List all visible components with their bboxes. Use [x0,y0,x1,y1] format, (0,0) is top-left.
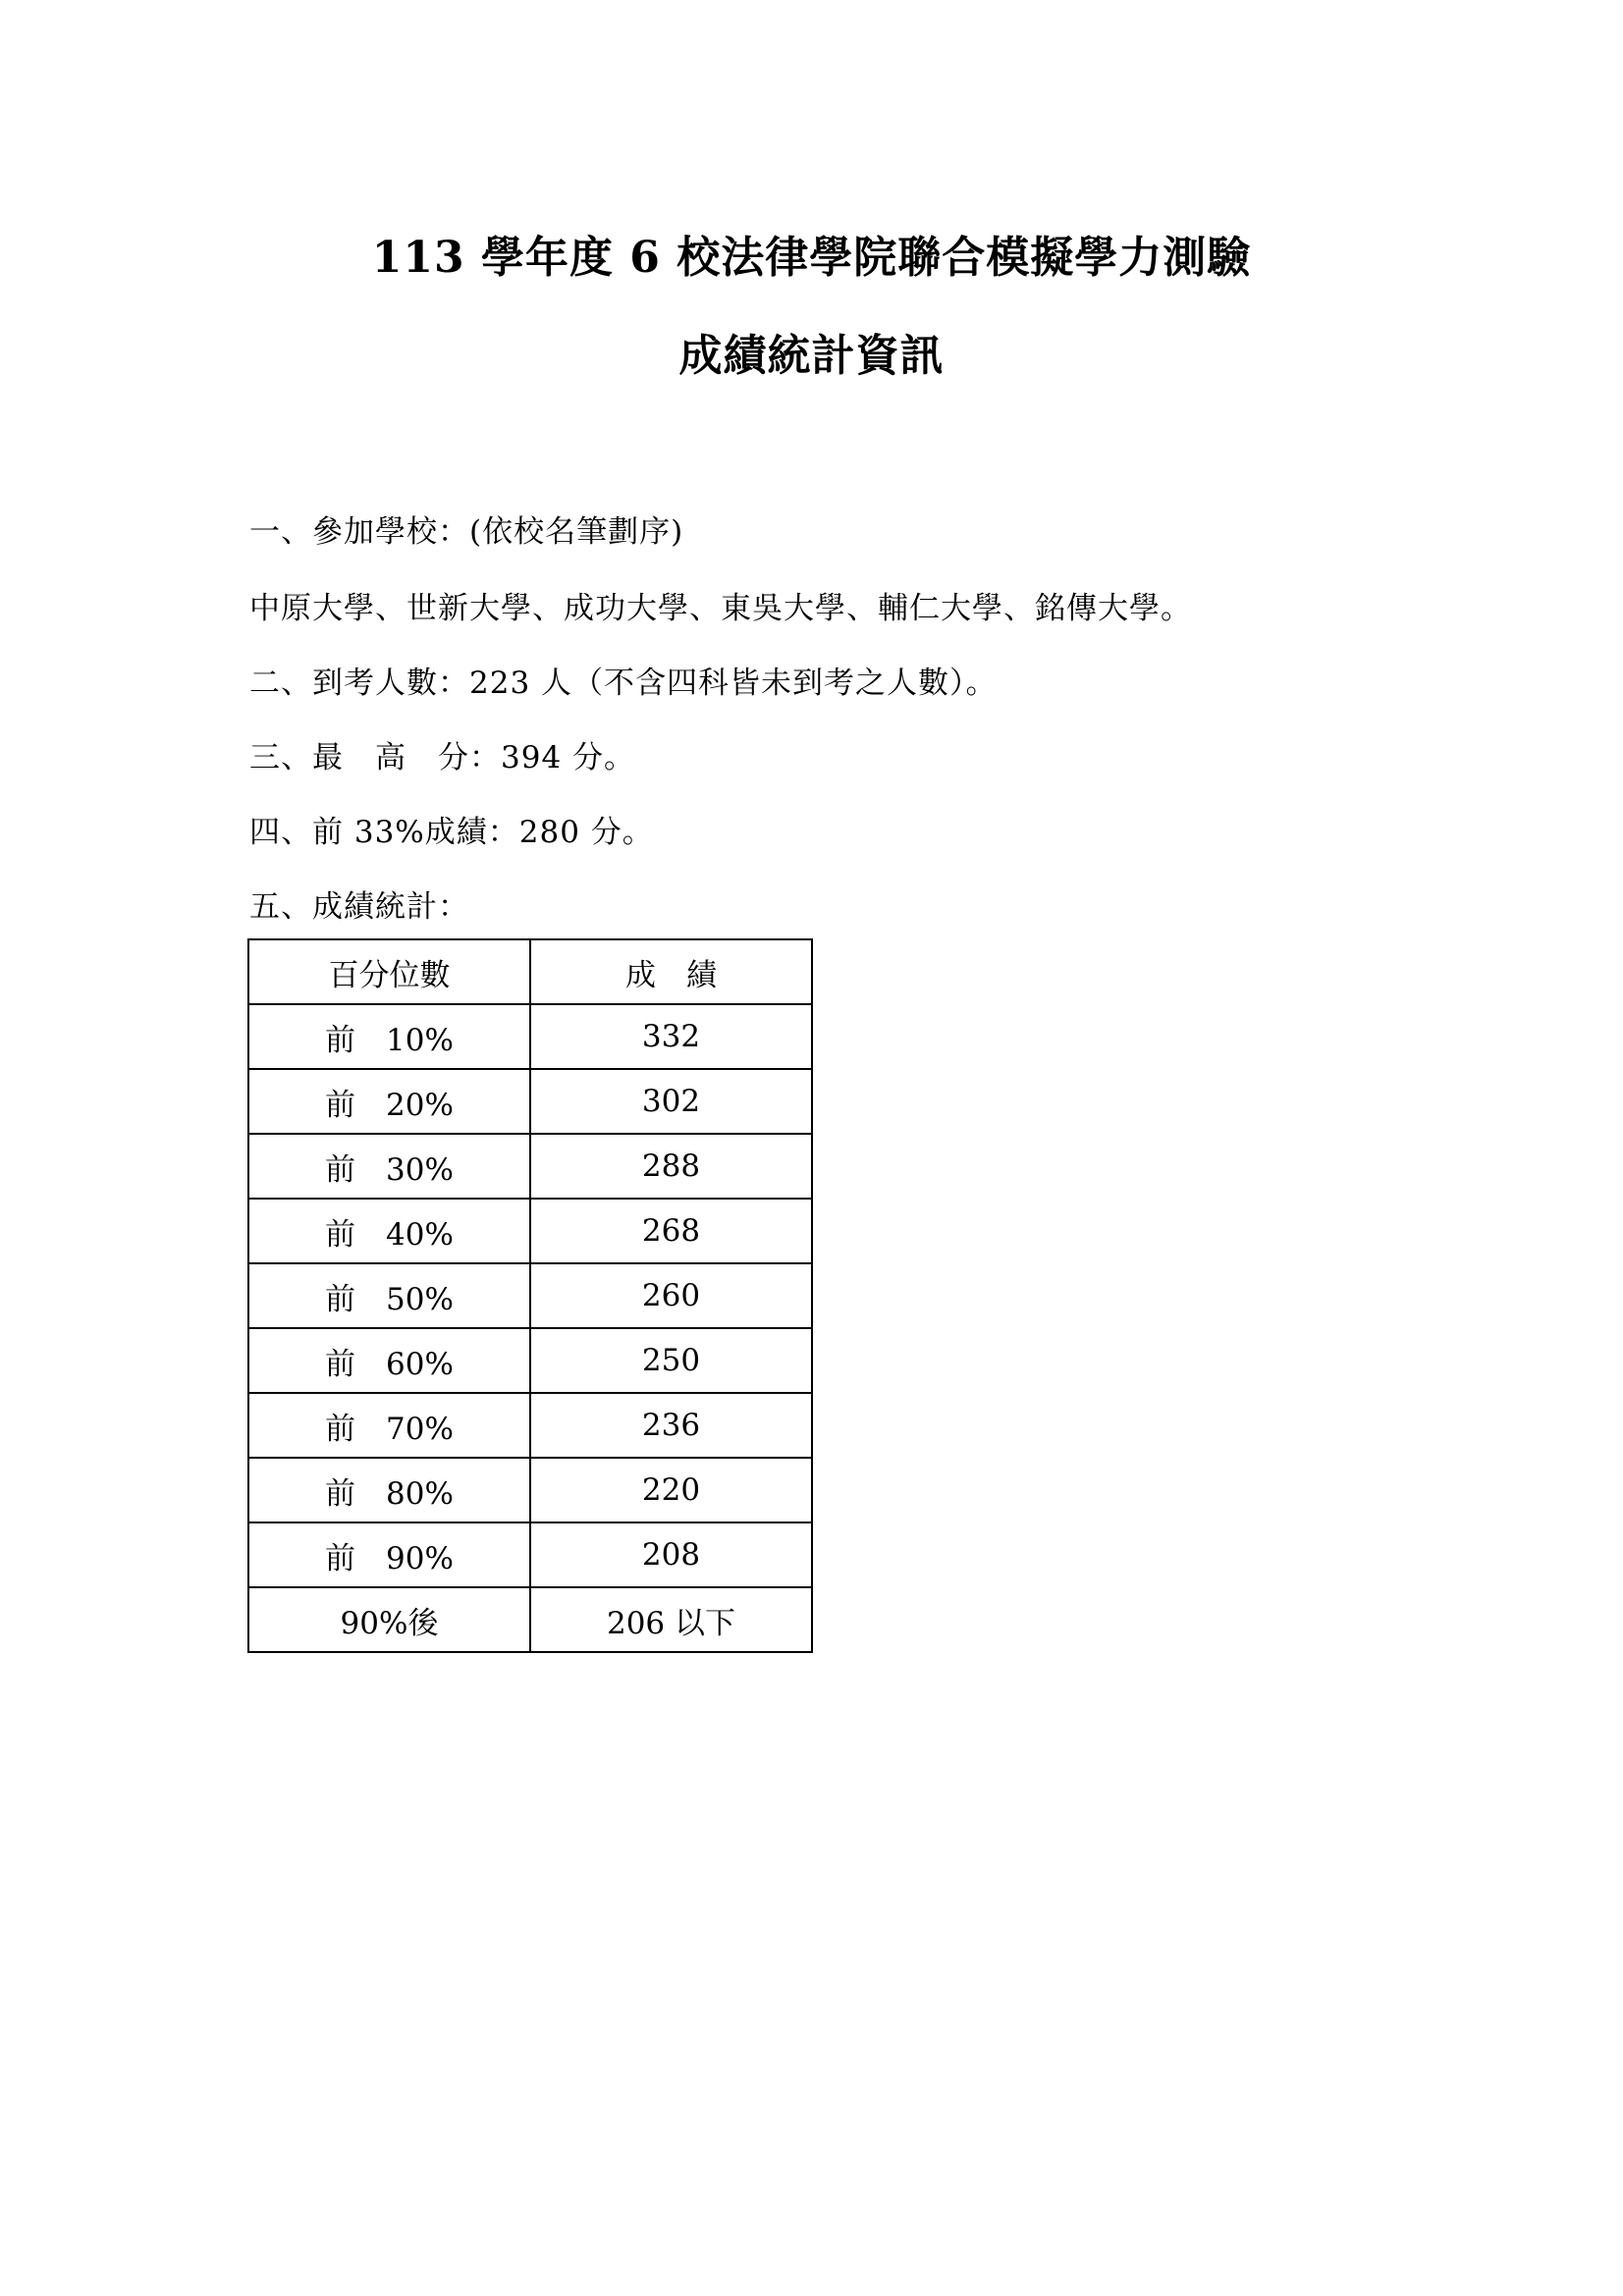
score-stats-table [247,938,813,1653]
table-row [248,1069,812,1134]
score-cell: 288 [530,1134,812,1199]
table-row [248,1522,812,1587]
score-cell: 220 [530,1458,812,1522]
attendance-line: 二、到考人數：223 人（不含四科皆未到考之人數）。 [249,666,998,701]
document-subtitle: 成績統計資訊 [678,331,945,381]
percentile-cell: 前 10% [248,1004,530,1069]
score-cell: 250 [530,1328,812,1393]
table-row [248,1393,812,1458]
table-row [248,1263,812,1328]
header-percentile: 百分位數 [248,939,530,1004]
participants-list: 中原大學、世新大學、成功大學、東吳大學、輔仁大學、銘傳大學。 [249,591,1192,626]
percentile-cell: 90%後 [248,1587,530,1652]
percentile-cell: 前 50% [248,1263,530,1328]
score-cell: 302 [530,1069,812,1134]
score-cell: 332 [530,1004,812,1069]
percentile-cell: 前 40% [248,1199,530,1263]
table-row [248,1004,812,1069]
score-cell: 268 [530,1199,812,1263]
top33-score-line: 四、前 33%成績：280 分。 [249,815,654,850]
percentile-cell: 前 80% [248,1458,530,1522]
table-row [248,1134,812,1199]
table-row [248,1587,812,1652]
highest-score-line: 三、最 高 分：394 分。 [249,740,636,775]
score-cell: 236 [530,1393,812,1458]
percentile-cell: 前 90% [248,1522,530,1587]
percentile-cell: 前 70% [248,1393,530,1458]
header-score: 成 績 [530,939,812,1004]
table-row [248,1199,812,1263]
percentile-cell: 前 30% [248,1134,530,1199]
score-cell: 260 [530,1263,812,1328]
table-row [248,1458,812,1522]
percentile-cell: 前 20% [248,1069,530,1134]
document-title: 113 學年度 6 校法律學院聯合模擬學力測驗 [371,233,1252,283]
percentile-cell: 前 60% [248,1328,530,1393]
participants-heading: 一、參加學校：(依校名筆劃序) [249,514,684,550]
score-cell: 206 以下 [530,1587,812,1652]
stats-heading: 五、成績統計： [249,889,469,925]
table-row [248,1328,812,1393]
score-cell: 208 [530,1522,812,1587]
table-header-row [248,939,812,1004]
